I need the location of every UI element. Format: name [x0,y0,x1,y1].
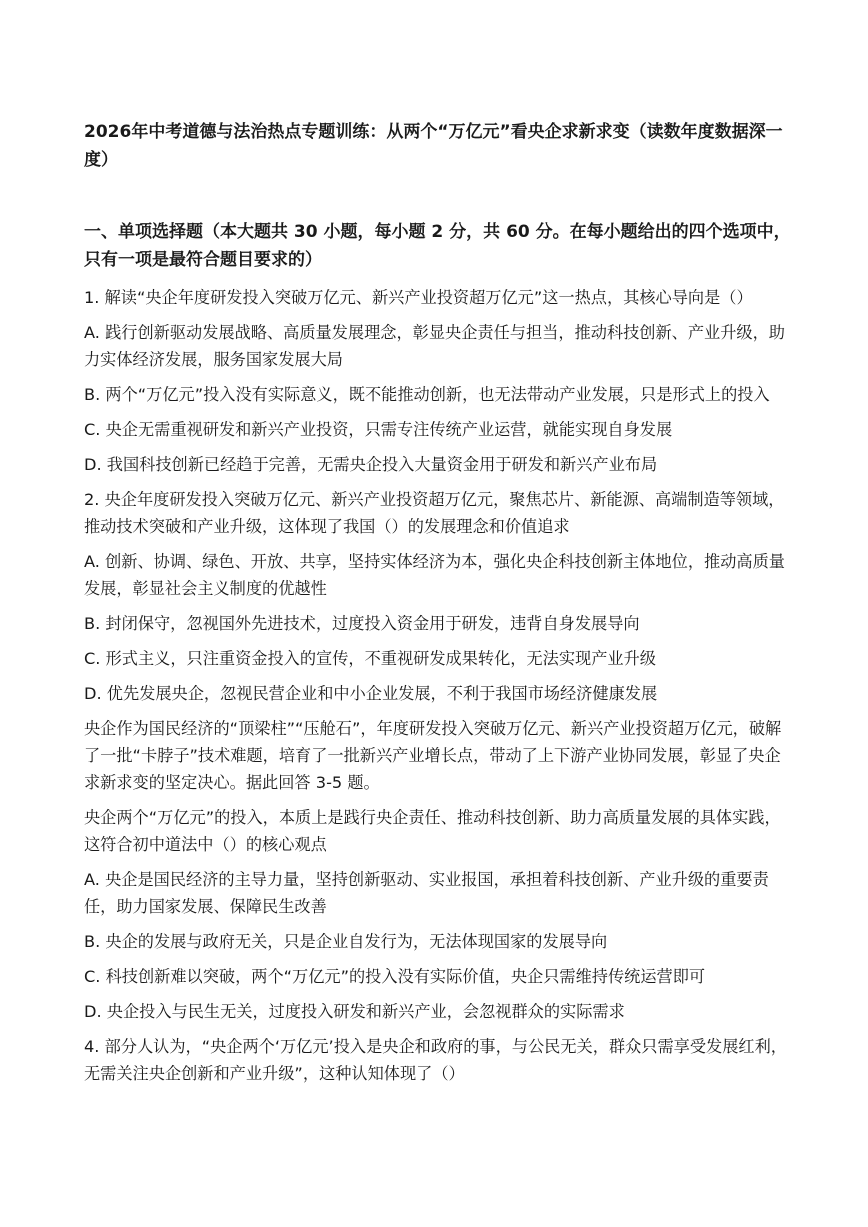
question-2-stem: 2. 央企年度研发投入突破万亿元、新兴产业投资超万亿元，聚焦芯片、新能源、高端制造等领域，推动技术突破和产业升级，这体现了我国（）的发展理念和价值追求 [84,490,785,536]
question-3-option-a: A. 央企是国民经济的主导力量，坚持创新驱动、实业报国，承担着科技创新、产业升级的重要责任，助力国家发展、保障民生改善 [84,870,769,916]
question-3-option-c: C. 科技创新难以突破，两个“万亿元”的投入没有实际价值，央企只需维持传统运营即可 [84,967,706,986]
section-heading: 一、单项选择题（本大题共 30 小题，每小题 2 分，共 60 分。在每小题给出的四个选项中，只有一项是最符合题目要求的） [84,222,791,270]
question-1-option-d: D. 我国科技创新已经趋于完善，无需央企投入大量资金用于研发和新兴产业布局 [84,455,658,474]
question-3-stem: 央企两个“万亿元”的投入，本质上是践行央企责任、推动科技创新、助力高质量发展的具体实践，这符合初中道法中（）的核心观点 [84,808,781,854]
question-2-option-c: C. 形式主义，只注重资金投入的宣传，不重视研发成果转化，无法实现产业升级 [84,649,656,668]
question-3-option-b: B. 央企的发展与政府无关，只是企业自发行为，无法体现国家的发展导向 [84,932,608,951]
question-2-option-b: B. 封闭保守，忽视国外先进技术，过度投入资金用于研发，违背自身发展导向 [84,614,640,633]
question-3-option-d: D. 央企投入与民生无关，过度投入研发和新兴产业，会忽视群众的实际需求 [84,1002,625,1021]
question-1-option-b: B. 两个“万亿元”投入没有实际意义，既不能推动创新，也无法带动产业发展，只是形式上的投入 [84,385,770,404]
question-4-stem: 4. 部分人认为，“央企两个‘万亿元’投入是央企和政府的事，与公民无关，群众只需享受发展红利，无需关注央企创新和产业升级”，这种认知体现了（） [84,1037,787,1083]
question-1-option-c: C. 央企无需重视研发和新兴产业投资，只需专注传统产业运营，就能实现自身发展 [84,420,673,439]
question-1-option-a: A. 践行创新驱动发展战略、高质量发展理念，彰显央企责任与担当，推动科技创新、产业升级，助力实体经济发展，服务国家发展大局 [84,323,785,369]
question-1-stem: 1. 解读“央企年度研发投入突破万亿元、新兴产业投资超万亿元”这一热点，其核心导向是（） [84,288,753,307]
document-title: 2026年中考道德与法治热点专题训练：从两个“万亿元”看央企求新求变（读数年度数据深一度） [84,122,783,170]
material-passage: 央企作为国民经济的“顶梁柱”“压舱石”，年度研发投入突破万亿元、新兴产业投资超万亿元，破解了一批“卡脖子”技术难题，培育了一批新兴产业增长点，带动了上下游产业协同发展，彰显了央企求新求变的坚定决心。据此回答 3-5 题。 [84,719,782,792]
question-2-option-a: A. 创新、协调、绿色、开放、共享，坚持实体经济为本，强化央企科技创新主体地位，推动高质量发展，彰显社会主义制度的优越性 [84,552,785,598]
question-2-option-d: D. 优先发展央企，忽视民营企业和中小企业发展，不利于我国市场经济健康发展 [84,684,658,703]
